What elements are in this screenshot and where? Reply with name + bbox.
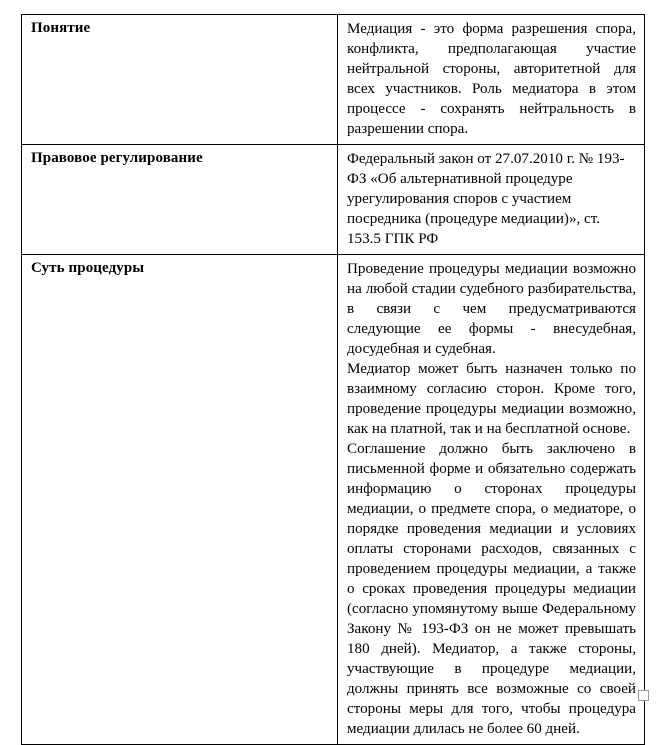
page-corner-marker: [638, 690, 649, 701]
table-row: [22, 255, 645, 745]
table-row: [22, 15, 645, 145]
paragraph: Медиатор может быть назначен только по взаимному согласию сторон. Кроме того, проведение процедуры медиации возможно, как на платной, так и на бесплатной основе.: [347, 361, 636, 437]
paragraph: Федеральный закон от 27.07.2010 г. № 193-ФЗ «Об альтернативной процедуре урегулирования споров с участием посредника (процедуре медиации)», ст. 153.5 ГПК РФ: [347, 151, 625, 247]
paragraph: Медиация - это форма разрешения спора, конфликта, предполагающая участие нейтральной стороны, авторитетной для всех участников. Роль медиатора в этом процессе - сохранять нейтральность в разрешении спора.: [347, 21, 636, 137]
row-content-concept: [338, 15, 645, 145]
paragraph: Соглашение должно быть заключено в письменной форме и обязательно содержать информацию о сторонах процедуры медиации, о предмете спора, о медиаторе, о порядке проведения медиации и условиях оплаты сторонами расходов, связанных с проведением процедуры медиации, а также о сроках проведения процедуры медиации (согласно упомянутому выше Федеральному Закону № 193-ФЗ он не может превышать 180 дней). Медиатор, а также стороны, участвующие в процедуре медиации, должны принять все возможные со своей стороны меры для того, чтобы процедура медиации длилась не более 60 дней.: [347, 441, 636, 737]
row-content-regulation: [338, 145, 645, 255]
table-row: [22, 145, 645, 255]
mediation-info-table: [21, 14, 645, 745]
row-label-regulation: Правовое регулирование: [22, 145, 338, 255]
row-content-essence: [338, 255, 645, 745]
row-label-concept: Понятие: [22, 15, 338, 145]
row-label-essence: Суть процедуры: [22, 255, 338, 745]
paragraph: Проведение процедуры медиации возможно на любой стадии судебного разбирательства, в связи с чем предусматриваются следующие ее формы - внесудебная, досудебная и судебная.: [347, 261, 636, 357]
